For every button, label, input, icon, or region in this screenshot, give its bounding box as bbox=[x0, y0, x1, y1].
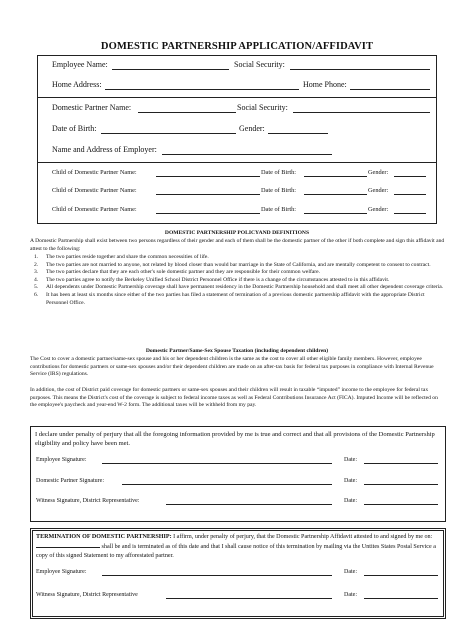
termination-witness-signature-label: Witness Signature, District Representative bbox=[36, 592, 138, 598]
policy-item: 5. All dependents under Domestic Partnership coverage shall have permanent residency in the Domestic Partnership household and shall meet all other dependent coverage criteria. bbox=[34, 284, 444, 291]
child-3-gender-field[interactable] bbox=[394, 213, 426, 214]
child-1-dob-field[interactable] bbox=[304, 176, 367, 177]
employee-date-field[interactable] bbox=[364, 463, 438, 464]
termination-text-a: I affirm, under penalty of perjury, that the Domestic Partnership Affidavit attested to and signed by me on: bbox=[171, 534, 433, 540]
partner-ssn-label: Social Security: bbox=[237, 103, 288, 112]
partner-dob-label: Date of Birth: bbox=[52, 124, 97, 133]
partner-date-field[interactable] bbox=[364, 484, 438, 485]
child-1-name-label: Child of Domestic Partner Name: bbox=[52, 169, 137, 176]
child-1-gender-field[interactable] bbox=[394, 176, 426, 177]
policy-intro: A Domestic Partnership shall exist between two persons regardless of their gender and each of them shall be the domestic partner of the other if both complete and sign this affidavit and attest to the following: bbox=[30, 238, 445, 252]
employee-date-label: Date: bbox=[344, 457, 357, 463]
termination-witness-date-field[interactable] bbox=[364, 598, 438, 599]
witness-date-field[interactable] bbox=[364, 504, 438, 505]
witness-date-label: Date: bbox=[344, 498, 357, 504]
child-2-name-label: Child of Domestic Partner Name: bbox=[52, 187, 137, 194]
partner-ssn-field[interactable] bbox=[293, 112, 430, 113]
partner-gender-field[interactable] bbox=[268, 133, 328, 134]
partner-signature-field[interactable] bbox=[122, 484, 332, 485]
policy-item: 4. The two parties agree to notify the Berkeley Unified School District Personnel Office if there is a change of the circumstances attested to in this affidavit. bbox=[34, 276, 390, 283]
employer-field[interactable] bbox=[162, 154, 332, 155]
taxation-paragraph-1: The Cost to cover a domestic partner/same-sex spouse and his or her dependent children is the same as the cost to cover all other eligible family members. However, employee contributions for domestic partners or same-sex spouses and/or their dependent children are made on an after-tax basis for federal tax purposes in compliance with Internal Revenue Service (IRS) regulations. bbox=[30, 356, 434, 378]
employee-ssn-label: Social Security: bbox=[234, 60, 285, 69]
partner-name-label: Domestic Partner Name: bbox=[52, 103, 132, 112]
child-2-gender-label: Gender: bbox=[368, 187, 389, 194]
home-address-field[interactable] bbox=[105, 89, 299, 90]
partner-name-field[interactable] bbox=[138, 112, 236, 113]
termination-witness-date-label: Date: bbox=[344, 592, 357, 598]
partner-signature-label: Domestic Partner Signature: bbox=[36, 478, 104, 484]
policy-item: 6. It has been at least six months since either of the two parties has filed a statement of termination of a previous domestic partnership affidavit with the appropriate District Personnel Office. bbox=[34, 291, 425, 306]
child-2-dob-label: Date of Birth: bbox=[261, 187, 296, 194]
divider bbox=[37, 97, 437, 98]
termination-employee-date-label: Date: bbox=[344, 569, 357, 575]
termination-employee-signature-label: Employee Signature: bbox=[36, 569, 87, 575]
child-3-dob-label: Date of Birth: bbox=[261, 206, 296, 213]
policy-item: 1. The two parties reside together and share the common necessities of life. bbox=[34, 254, 209, 260]
declaration-text: I declare under penalty of perjury that all the foregoing information provided by me is true and correct and that all provisions of the Domestic Partnership eligibility and policy have been met. bbox=[35, 431, 435, 447]
employee-name-label: Employee Name: bbox=[52, 60, 108, 69]
policy-item: 2. The two parties are not married to anyone, not related by blood closer than would bar marriage in the State of California, and are mentally competent to consent to contract. bbox=[34, 261, 431, 268]
termination-employee-signature-field[interactable] bbox=[102, 575, 332, 576]
termination-date-field[interactable] bbox=[36, 541, 100, 548]
termination-witness-signature-field[interactable] bbox=[166, 598, 332, 599]
taxation-heading: Domestic Partner/Same-Sex Spouse Taxation (including dependent children) bbox=[145, 348, 329, 354]
child-3-name-field[interactable] bbox=[156, 213, 260, 214]
home-phone-label: Home Phone: bbox=[303, 80, 347, 89]
policy-list bbox=[30, 254, 446, 307]
child-3-gender-label: Gender: bbox=[368, 206, 389, 213]
partner-gender-label: Gender: bbox=[239, 124, 265, 133]
child-1-gender-label: Gender: bbox=[368, 169, 389, 176]
child-1-name-field[interactable] bbox=[156, 176, 260, 177]
employee-signature-label: Employee Signature: bbox=[36, 457, 87, 463]
employer-label: Name and Address of Employer: bbox=[52, 145, 157, 154]
child-3-dob-field[interactable] bbox=[304, 213, 367, 214]
employee-ssn-field[interactable] bbox=[290, 69, 430, 70]
termination-heading: TERMINATION OF DOMESTIC PARTNERSHIP: bbox=[36, 534, 172, 540]
child-2-name-field[interactable] bbox=[156, 194, 260, 195]
home-address-label: Home Address: bbox=[52, 80, 102, 89]
divider bbox=[37, 162, 437, 163]
child-2-gender-field[interactable] bbox=[394, 194, 426, 195]
child-2-dob-field[interactable] bbox=[304, 194, 367, 195]
partner-date-label: Date: bbox=[344, 478, 357, 484]
partner-dob-field[interactable] bbox=[101, 133, 236, 134]
policy-heading: DOMESTIC PARTNERSHIP POLICYAND DEFINITIONS bbox=[164, 230, 310, 236]
employee-signature-field[interactable] bbox=[102, 463, 332, 464]
policy-item: 3. The two parties declare that they are each other's sole domestic partner and they are responsible for their common welfare. bbox=[34, 269, 321, 276]
home-phone-field[interactable] bbox=[350, 89, 430, 90]
form-title: DOMESTIC PARTNERSHIP APPLICATION/AFFIDAVIT bbox=[100, 41, 374, 52]
taxation-paragraph-2: In addition, the cost of District paid coverage for domestic partners or same-sex spouses and their children will result in taxable “imputed” income to the employee for federal tax purposes. This means the District's cost of the coverage is subject to federal income taxes as well as Federal Contributions Insurance Act (FICA). Imputed Income will be reflected on the employee's paycheck and year-end W-2 form. The additional taxes will be withheld from my pay. bbox=[30, 387, 438, 409]
termination-employee-date-field[interactable] bbox=[364, 575, 438, 576]
witness-signature-label: Witness Signature, District Representative: bbox=[36, 498, 140, 504]
witness-signature-field[interactable] bbox=[166, 504, 332, 505]
termination-text bbox=[36, 533, 440, 560]
employee-name-field[interactable] bbox=[112, 69, 229, 70]
termination-text-b: shall be and is terminated as of this date and that I shall cause notice of this termination by mailing via the Untites States Postal Service a copy of this signed Statement to my afforestated partner. bbox=[36, 544, 436, 559]
child-3-name-label: Child of Domestic Partner Name: bbox=[52, 206, 137, 213]
child-1-dob-label: Date of Birth: bbox=[261, 169, 296, 176]
